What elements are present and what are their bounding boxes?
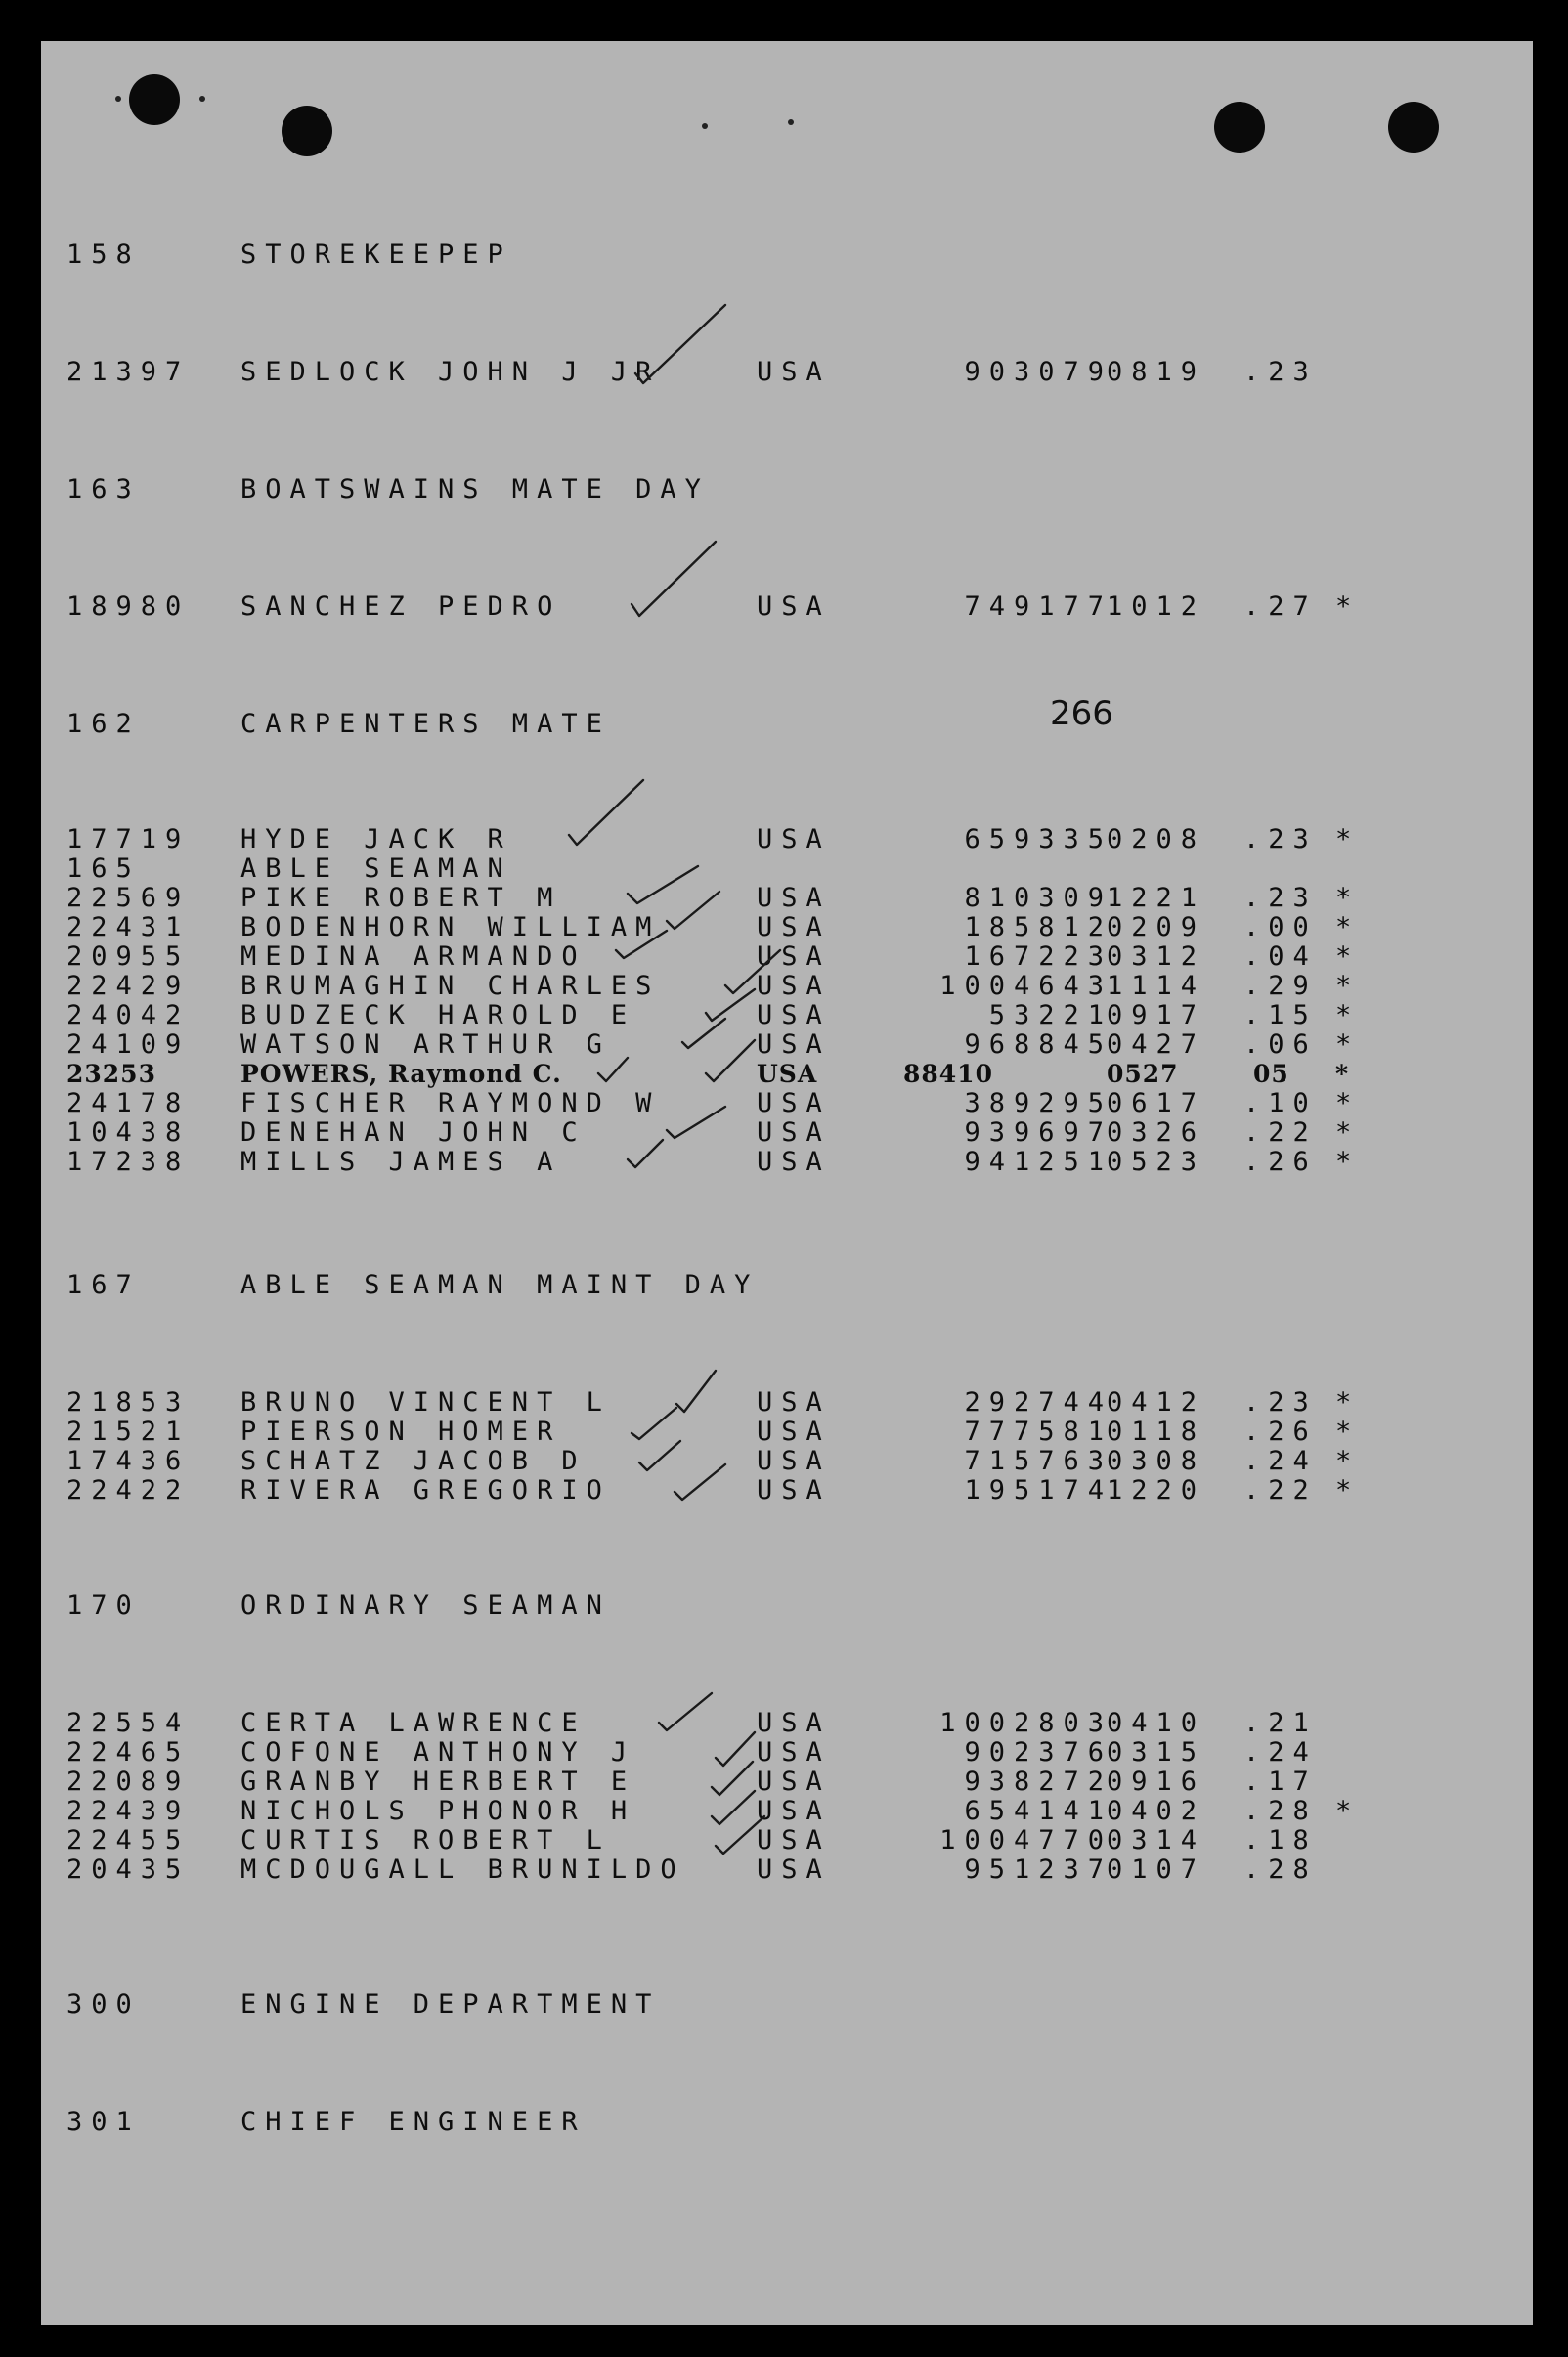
rate: .17: [1243, 1767, 1318, 1797]
document-number: 167223: [964, 941, 1112, 972]
check-mark: [667, 1107, 725, 1138]
citizenship: USA: [757, 1855, 831, 1885]
asterisk-mark: *: [1335, 1446, 1361, 1476]
document-number: 951237: [964, 1855, 1112, 1885]
asterisk-mark: *: [1335, 1029, 1361, 1060]
citizenship: USA: [757, 883, 831, 913]
document-number: 777581: [964, 1417, 1112, 1447]
section-title: ENGINE DEPARTMENT: [240, 1989, 661, 2020]
crew-id: 22422: [66, 1475, 191, 1506]
citizenship: USA: [757, 941, 831, 972]
rate: .24: [1243, 1737, 1318, 1768]
crew-name: MILLS JAMES A: [240, 1147, 562, 1177]
date-code: 0208: [1107, 824, 1206, 854]
citizenship: USA: [757, 1708, 831, 1738]
crew-name: SANCHEZ PEDRO: [240, 591, 562, 622]
document-number: 939697: [964, 1117, 1112, 1148]
date-code: 0308: [1107, 1446, 1206, 1476]
citizenship: USA: [757, 1737, 831, 1768]
crew-name: NICHOLS PHONOR H: [240, 1796, 636, 1826]
check-mark: [616, 931, 667, 958]
citizenship: USA: [757, 971, 831, 1001]
asterisk-mark: *: [1335, 1060, 1350, 1088]
section-title: STOREKEEPEP: [240, 240, 512, 270]
rate: .23: [1243, 824, 1318, 854]
crew-name: POWERS, Raymond C.: [240, 1060, 562, 1088]
rate: .27: [1243, 591, 1318, 622]
date-code: 0410: [1107, 1708, 1206, 1738]
crew-id: 18980: [66, 591, 191, 622]
crew-name: BODENHORN WILLIAM: [240, 912, 661, 942]
section-code: 165: [66, 853, 141, 884]
crew-name: WATSON ARTHUR G: [240, 1029, 611, 1060]
date-code: 0118: [1107, 1417, 1206, 1447]
document-number: 715763: [964, 1446, 1112, 1476]
section-code: 162: [66, 709, 141, 739]
check-mark: [628, 866, 698, 903]
asterisk-mark: *: [1335, 1147, 1361, 1177]
check-mark: [635, 305, 725, 383]
crew-id: 22455: [66, 1825, 191, 1855]
date-code: 1114: [1107, 971, 1206, 1001]
rate: .18: [1243, 1825, 1318, 1855]
section-title: ABLE SEAMAN: [240, 853, 512, 884]
citizenship: USA: [757, 1417, 831, 1447]
crew-id: 21397: [66, 357, 191, 387]
check-mark: [632, 1408, 676, 1439]
asterisk-mark: *: [1335, 1000, 1361, 1030]
citizenship: USA: [757, 357, 831, 387]
section-title: CHIEF ENGINEER: [240, 2107, 587, 2137]
asterisk-mark: *: [1335, 912, 1361, 942]
check-mark: [716, 1732, 755, 1766]
document-number: 1004770: [939, 1825, 1112, 1855]
crew-id: 17436: [66, 1446, 191, 1476]
date-code: 0315: [1107, 1737, 1206, 1768]
rate: .04: [1243, 941, 1318, 972]
crew-name: BRUMAGHIN CHARLES: [240, 971, 661, 1001]
citizenship: USA: [757, 1475, 831, 1506]
check-mark: [569, 780, 643, 845]
check-mark: [659, 1693, 712, 1730]
check-mark: [628, 1140, 663, 1167]
citizenship: USA: [757, 1117, 831, 1148]
crew-id: 20955: [66, 941, 191, 972]
crew-name: GRANBY HERBERT E: [240, 1767, 636, 1797]
citizenship: USA: [757, 912, 831, 942]
date-code: 0107: [1107, 1855, 1206, 1885]
document-page: [41, 41, 1533, 2325]
asterisk-mark: *: [1335, 1387, 1361, 1418]
rate: .23: [1243, 357, 1318, 387]
date-code: 0617: [1107, 1088, 1206, 1118]
rate: .26: [1243, 1417, 1318, 1447]
date-code: 0523: [1107, 1147, 1206, 1177]
rate: .28: [1243, 1855, 1318, 1885]
document-number: 53221: [988, 1000, 1112, 1030]
crew-id: 22429: [66, 971, 191, 1001]
document-number: 902376: [964, 1737, 1112, 1768]
section-title: CARPENTERS MATE: [240, 709, 611, 739]
crew-id: 22431: [66, 912, 191, 942]
citizenship: USA: [757, 824, 831, 854]
document-number: 88410: [903, 1060, 993, 1088]
crew-id: 24109: [66, 1029, 191, 1060]
page-number: 266: [1050, 694, 1113, 733]
crew-name: RIVERA GREGORIO: [240, 1475, 611, 1506]
crew-id: 22569: [66, 883, 191, 913]
check-mark: [682, 1019, 725, 1048]
citizenship: USA: [757, 1147, 831, 1177]
date-code: 0402: [1107, 1796, 1206, 1826]
check-mark: [675, 1464, 725, 1500]
section-code: 163: [66, 474, 141, 504]
date-code: 0326: [1107, 1117, 1206, 1148]
rate: .29: [1243, 971, 1318, 1001]
document-number: 195174: [964, 1475, 1112, 1506]
crew-name: CERTA LAWRENCE: [240, 1708, 587, 1738]
document-number: 292744: [964, 1387, 1112, 1418]
crew-id: 20435: [66, 1855, 191, 1885]
document-number: 1002803: [939, 1708, 1112, 1738]
crew-name: PIERSON HOMER: [240, 1417, 562, 1447]
rate: .15: [1243, 1000, 1318, 1030]
date-code: 0917: [1107, 1000, 1206, 1030]
rate: .23: [1243, 883, 1318, 913]
asterisk-mark: *: [1335, 883, 1361, 913]
citizenship: USA: [757, 1796, 831, 1826]
crew-id: 17719: [66, 824, 191, 854]
crew-name: BUDZECK HAROLD E: [240, 1000, 636, 1030]
section-code: 167: [66, 1270, 141, 1300]
rate: .10: [1243, 1088, 1318, 1118]
citizenship: USA: [757, 1446, 831, 1476]
asterisk-mark: *: [1335, 591, 1361, 622]
document-number: 185812: [964, 912, 1112, 942]
crew-name: MCDOUGALL BRUNILDO: [240, 1855, 685, 1885]
document-number: 1004643: [939, 971, 1112, 1001]
rate: .26: [1243, 1147, 1318, 1177]
crew-id: 22439: [66, 1796, 191, 1826]
date-code: 0314: [1107, 1825, 1206, 1855]
check-mark: [598, 1058, 628, 1081]
crew-name: SEDLOCK JOHN J JR: [240, 357, 661, 387]
asterisk-mark: *: [1335, 824, 1361, 854]
crew-id: 21521: [66, 1417, 191, 1447]
rate: .22: [1243, 1117, 1318, 1148]
crew-id: 22089: [66, 1767, 191, 1797]
date-code: 0312: [1107, 941, 1206, 972]
date-code: 1221: [1107, 883, 1206, 913]
date-code: 1220: [1107, 1475, 1206, 1506]
citizenship: USA: [757, 1088, 831, 1118]
rate: .22: [1243, 1475, 1318, 1506]
date-code: 0916: [1107, 1767, 1206, 1797]
check-mark: [712, 1791, 755, 1824]
crew-name: MEDINA ARMANDO: [240, 941, 587, 972]
rate: .28: [1243, 1796, 1318, 1826]
asterisk-mark: *: [1335, 971, 1361, 1001]
check-mark: [639, 1441, 680, 1470]
handwritten-check-marks: [41, 41, 1533, 2325]
date-code: 0427: [1107, 1029, 1206, 1060]
document-number: 903079: [964, 357, 1112, 387]
section-code: 300: [66, 1989, 141, 2020]
crew-id: 10438: [66, 1117, 191, 1148]
date-code: 1012: [1107, 591, 1206, 622]
crew-id: 22554: [66, 1708, 191, 1738]
asterisk-mark: *: [1335, 1417, 1361, 1447]
section-code: 158: [66, 240, 141, 270]
document-number: 938272: [964, 1767, 1112, 1797]
section-code: 301: [66, 2107, 141, 2137]
check-mark: [706, 1040, 755, 1081]
date-code: 0527: [1107, 1060, 1179, 1088]
date-code: 0819: [1107, 357, 1206, 387]
date-code: 0209: [1107, 912, 1206, 942]
rate: 05: [1253, 1060, 1289, 1088]
rate: .23: [1243, 1387, 1318, 1418]
document-number: 968845: [964, 1029, 1112, 1060]
document-number: 389295: [964, 1088, 1112, 1118]
asterisk-mark: *: [1335, 1475, 1361, 1506]
rate: .21: [1243, 1708, 1318, 1738]
document-number: 749177: [964, 591, 1112, 622]
crew-id: 24178: [66, 1088, 191, 1118]
crew-name: BRUNO VINCENT L: [240, 1387, 611, 1418]
document-number: 654141: [964, 1796, 1112, 1826]
citizenship: USA: [757, 1825, 831, 1855]
crew-id: 22465: [66, 1737, 191, 1768]
rate: .00: [1243, 912, 1318, 942]
check-mark: [676, 1371, 716, 1412]
check-mark: [706, 989, 755, 1021]
crew-name: FISCHER RAYMOND W: [240, 1088, 661, 1118]
asterisk-mark: *: [1335, 1088, 1361, 1118]
crew-name: PIKE ROBERT M: [240, 883, 562, 913]
check-mark: [667, 892, 719, 929]
crew-name: COFONE ANTHONY J: [240, 1737, 636, 1768]
section-title: ORDINARY SEAMAN: [240, 1591, 611, 1621]
crew-name: SCHATZ JACOB D: [240, 1446, 587, 1476]
section-code: 170: [66, 1591, 141, 1621]
check-mark: [632, 542, 716, 616]
citizenship: USA: [757, 1029, 831, 1060]
section-title: BOATSWAINS MATE DAY: [240, 474, 710, 504]
citizenship: USA: [757, 1000, 831, 1030]
asterisk-mark: *: [1335, 1796, 1361, 1826]
document-number: 810309: [964, 883, 1112, 913]
crew-id: 23253: [66, 1060, 156, 1088]
check-mark: [725, 950, 780, 993]
crew-name: CURTIS ROBERT L: [240, 1825, 611, 1855]
crew-id: 21853: [66, 1387, 191, 1418]
crew-name: HYDE JACK R: [240, 824, 512, 854]
rate: .24: [1243, 1446, 1318, 1476]
asterisk-mark: *: [1335, 1117, 1361, 1148]
citizenship: USA: [757, 1060, 818, 1088]
citizenship: USA: [757, 591, 831, 622]
asterisk-mark: *: [1335, 941, 1361, 972]
rate: .06: [1243, 1029, 1318, 1060]
date-code: 0412: [1107, 1387, 1206, 1418]
crew-id: 24042: [66, 1000, 191, 1030]
crew-id: 17238: [66, 1147, 191, 1177]
citizenship: USA: [757, 1387, 831, 1418]
document-number: 941251: [964, 1147, 1112, 1177]
citizenship: USA: [757, 1767, 831, 1797]
check-mark: [712, 1762, 753, 1795]
document-number: 659335: [964, 824, 1112, 854]
section-title: ABLE SEAMAN MAINT DAY: [240, 1270, 760, 1300]
crew-name: DENEHAN JOHN C: [240, 1117, 587, 1148]
